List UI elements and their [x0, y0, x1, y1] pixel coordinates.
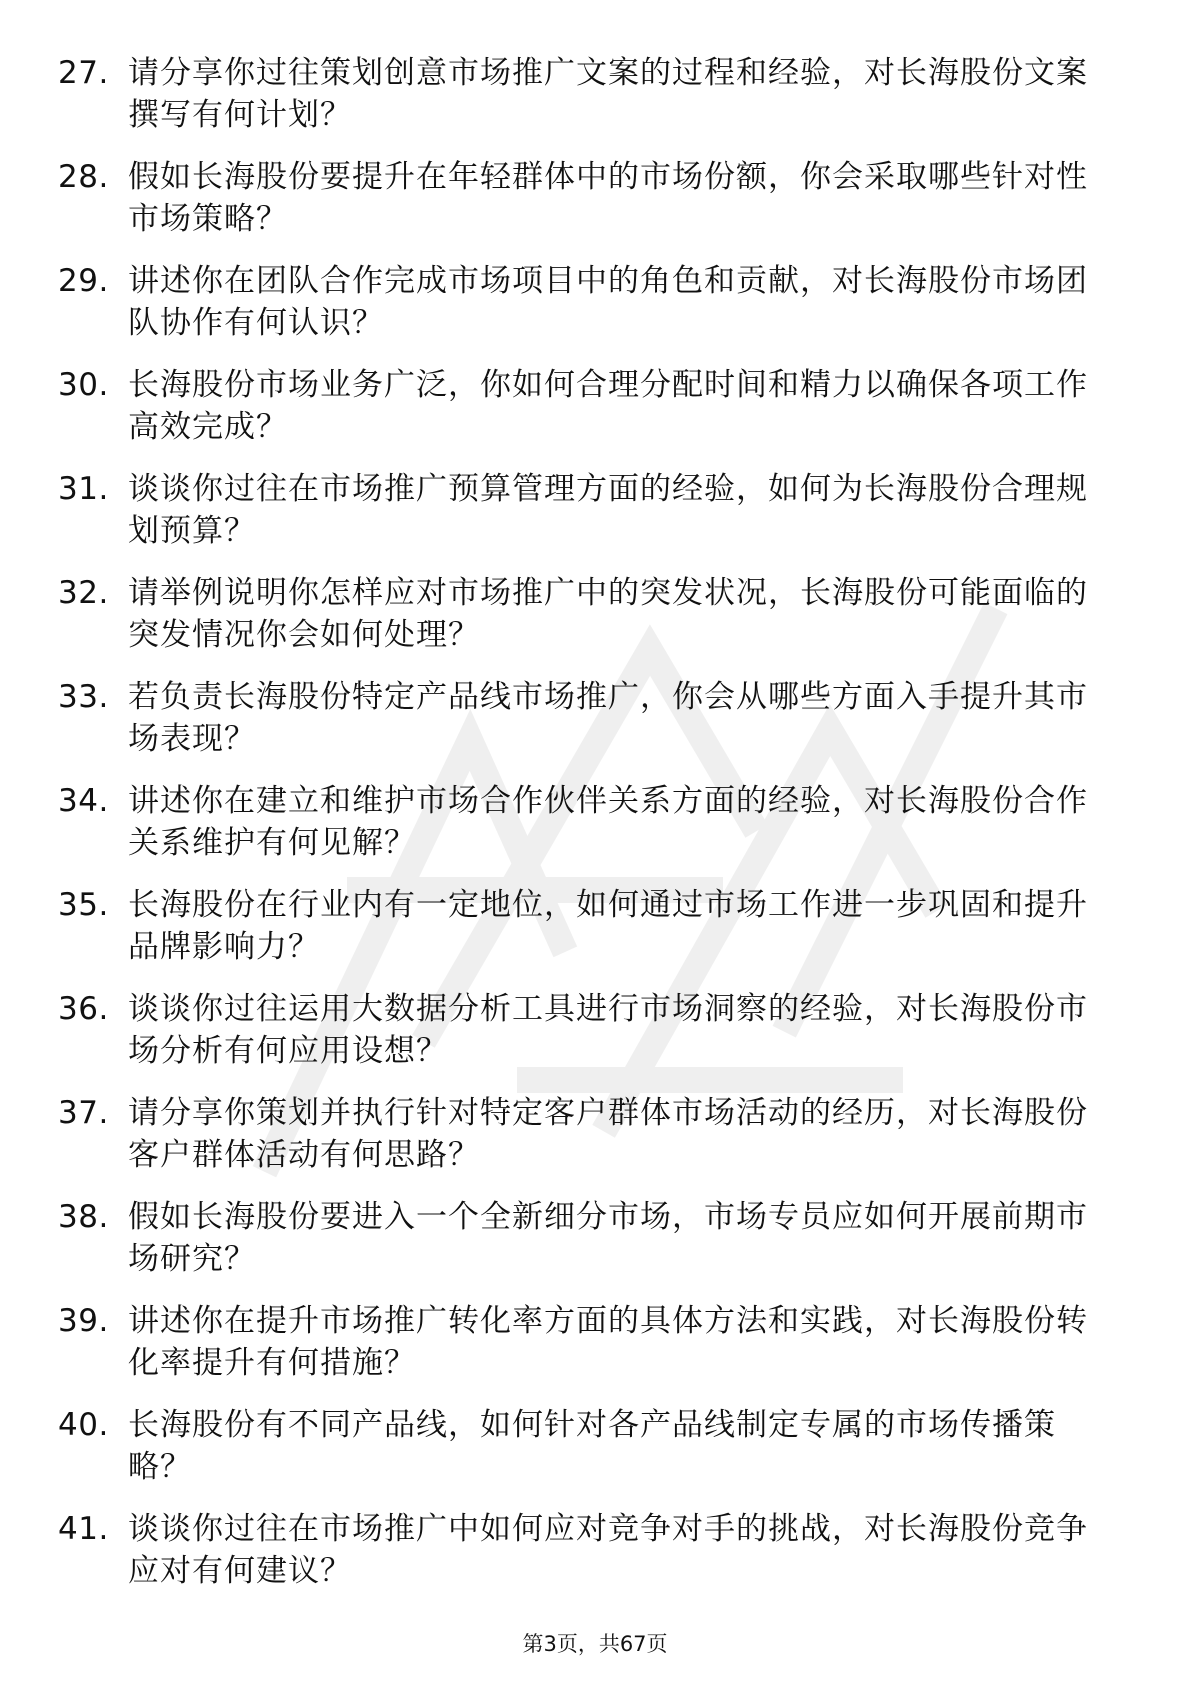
question-text: 请举例说明你怎样应对市场推广中的突发状况，长海股份可能面临的突发情况你会如何处理？ — [128, 575, 1088, 653]
question-number: 39. — [58, 1303, 109, 1339]
list-item — [58, 1196, 1108, 1300]
list-item — [58, 156, 1108, 260]
question-number: 32. — [58, 575, 109, 611]
question-list — [58, 52, 1108, 1612]
question-text: 谈谈你过往在市场推广中如何应对竞争对手的挑战，对长海股份竞争应对有何建议？ — [128, 1511, 1088, 1589]
question-text: 谈谈你过往在市场推广预算管理方面的经验，如何为长海股份合理规划预算？ — [128, 471, 1088, 549]
question-number: 28. — [58, 159, 109, 195]
question-number: 30. — [58, 367, 109, 403]
question-text: 长海股份有不同产品线，如何针对各产品线制定专属的市场传播策略？ — [128, 1407, 1056, 1485]
question-number: 33. — [58, 679, 109, 715]
list-item — [58, 364, 1108, 468]
question-text: 长海股份在行业内有一定地位，如何通过市场工作进一步巩固和提升品牌影响力？ — [128, 887, 1088, 965]
list-item — [58, 1300, 1108, 1404]
list-item — [58, 676, 1108, 780]
list-item — [58, 468, 1108, 572]
question-text: 长海股份市场业务广泛，你如何合理分配时间和精力以确保各项工作高效完成？ — [128, 367, 1088, 445]
question-number: 40. — [58, 1407, 109, 1443]
question-text: 假如长海股份要进入一个全新细分市场，市场专员应如何开展前期市场研究？ — [128, 1199, 1088, 1277]
list-item — [58, 1092, 1108, 1196]
question-number: 41. — [58, 1511, 109, 1547]
list-item — [58, 988, 1108, 1092]
list-item — [58, 1404, 1108, 1508]
list-item — [58, 1508, 1108, 1612]
question-number: 31. — [58, 471, 109, 507]
page-footer: 第3页，共67页 — [522, 1632, 668, 1656]
question-text: 讲述你在团队合作完成市场项目中的角色和贡献，对长海股份市场团队协作有何认识？ — [128, 263, 1088, 341]
question-number: 38. — [58, 1199, 109, 1235]
question-text: 讲述你在提升市场推广转化率方面的具体方法和实践，对长海股份转化率提升有何措施？ — [128, 1303, 1088, 1381]
question-number: 34. — [58, 783, 109, 819]
list-item — [58, 260, 1108, 364]
question-number: 36. — [58, 991, 109, 1027]
list-item — [58, 884, 1108, 988]
question-text: 谈谈你过往运用大数据分析工具进行市场洞察的经验，对长海股份市场分析有何应用设想？ — [128, 991, 1088, 1069]
question-number: 29. — [58, 263, 109, 299]
question-text: 请分享你过往策划创意市场推广文案的过程和经验，对长海股份文案撰写有何计划？ — [128, 55, 1088, 133]
question-number: 35. — [58, 887, 109, 923]
question-text: 讲述你在建立和维护市场合作伙伴关系方面的经验，对长海股份合作关系维护有何见解？ — [128, 783, 1088, 861]
list-item — [58, 572, 1108, 676]
question-text: 假如长海股份要提升在年轻群体中的市场份额，你会采取哪些针对性市场策略？ — [128, 159, 1088, 237]
question-number: 37. — [58, 1095, 109, 1131]
question-text: 请分享你策划并执行针对特定客户群体市场活动的经历，对长海股份客户群体活动有何思路？ — [128, 1095, 1088, 1173]
question-text: 若负责长海股份特定产品线市场推广，你会从哪些方面入手提升其市场表现？ — [128, 679, 1088, 757]
list-item — [58, 780, 1108, 884]
question-number: 27. — [58, 55, 109, 91]
list-item — [58, 52, 1108, 156]
